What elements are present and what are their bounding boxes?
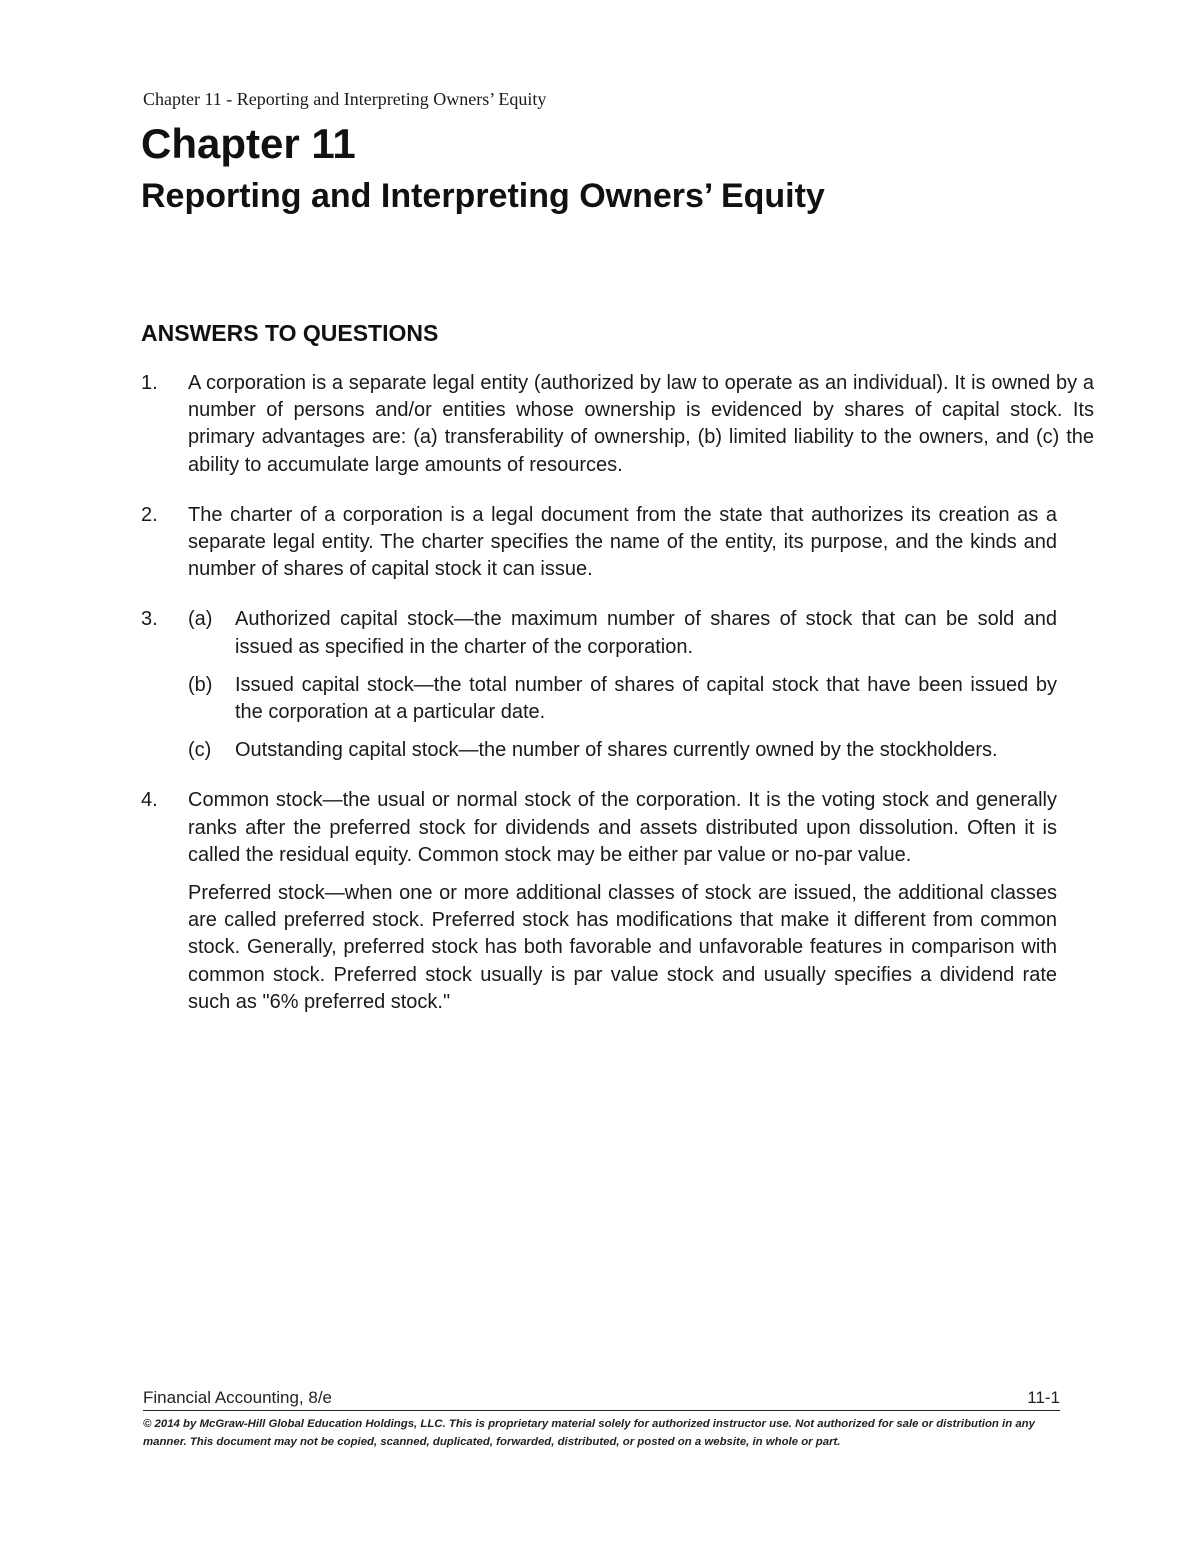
answer-item-3 (141, 606, 1057, 764)
answer-subitem-a (188, 606, 1057, 660)
chapter-title: Chapter 11 (141, 120, 356, 167)
footer-book-title: Financial Accounting, 8/e (143, 1388, 333, 1407)
answer-text: A corporation is a separate legal entity (authorized by law to operate as an individual). It is owned by a number of persons and/or entities whose ownership is evidenced by shares of capital stock. Its primary advantages are: (a) transferability of ownership, (b) limited liability to the owners, and (c) the ability to accumulate large amounts of resources. (188, 372, 1094, 476)
copyright-notice: © 2014 by McGraw-Hill Global Education Holdings, LLC. This is proprietary material solely for authorized instructor use. Not authorized for sale or distribution in any manner. This document may not be copied, scanned, duplicated, forwarded, distributed, or posted on a website, in whole or part. (143, 1418, 1035, 1448)
answer-item-1 (141, 370, 1094, 479)
answer-number: 1. (141, 372, 158, 394)
page-footer (143, 1388, 1060, 1411)
section-heading: ANSWERS TO QUESTIONS (141, 320, 439, 346)
chapter-subtitle: Reporting and Interpreting Owners’ Equity (141, 177, 825, 215)
answer-subitem-c (188, 737, 1057, 764)
subitem-text: Outstanding capital stock—the number of shares currently owned by the stockholders. (235, 739, 998, 762)
answer-item-4 (141, 787, 1057, 1016)
answer-number: 4. (141, 789, 158, 812)
answer-paragraph-preferred-stock: Preferred stock—when one or more additional classes of stock are issued, the additional classes are called preferred stock. Preferred stock has modifications that make it different from common stock. Generally, preferred stock has both favorable and unfavorable features in comparison with common stock. Preferred stock usually is par value stock and usually specifies a dividend rate such as "6% preferred stock." (188, 882, 1057, 1013)
subitem-letter: (c) (188, 739, 212, 762)
answer-number: 2. (141, 503, 158, 526)
answer-item-2 (141, 502, 1057, 584)
running-header: Chapter 11 - Reporting and Interpreting Owners’ Equity (143, 89, 547, 109)
answer-text: The charter of a corporation is a legal document from the state that authorizes its creation as a separate legal entity. The charter specifies the name of the entity, its purpose, and the kinds and number of shares of capital stock it can issue. (188, 503, 1057, 581)
subitem-letter: (a) (188, 608, 213, 631)
subitem-text: Authorized capital stock—the maximum number of shares of stock that can be sold and issued as specified in the charter of the corporation. (235, 608, 1057, 658)
answers-list (141, 370, 1094, 1039)
answer-number: 3. (141, 608, 158, 631)
subitem-text: Issued capital stock—the total number of shares of capital stock that have been issued by the corporation at a particular date. (235, 673, 1057, 724)
answer-paragraph-common-stock: Common stock—the usual or normal stock of the corporation. It is the voting stock and generally ranks after the preferred stock for dividends and assets distributed upon dissolution. Often it is called the residual equity. Common stock may be either par value or no-par value. (188, 789, 1057, 866)
subitem-letter: (b) (188, 673, 213, 696)
footer-page-number: 11-1 (1027, 1388, 1060, 1407)
answer-subitem-b (188, 672, 1057, 726)
